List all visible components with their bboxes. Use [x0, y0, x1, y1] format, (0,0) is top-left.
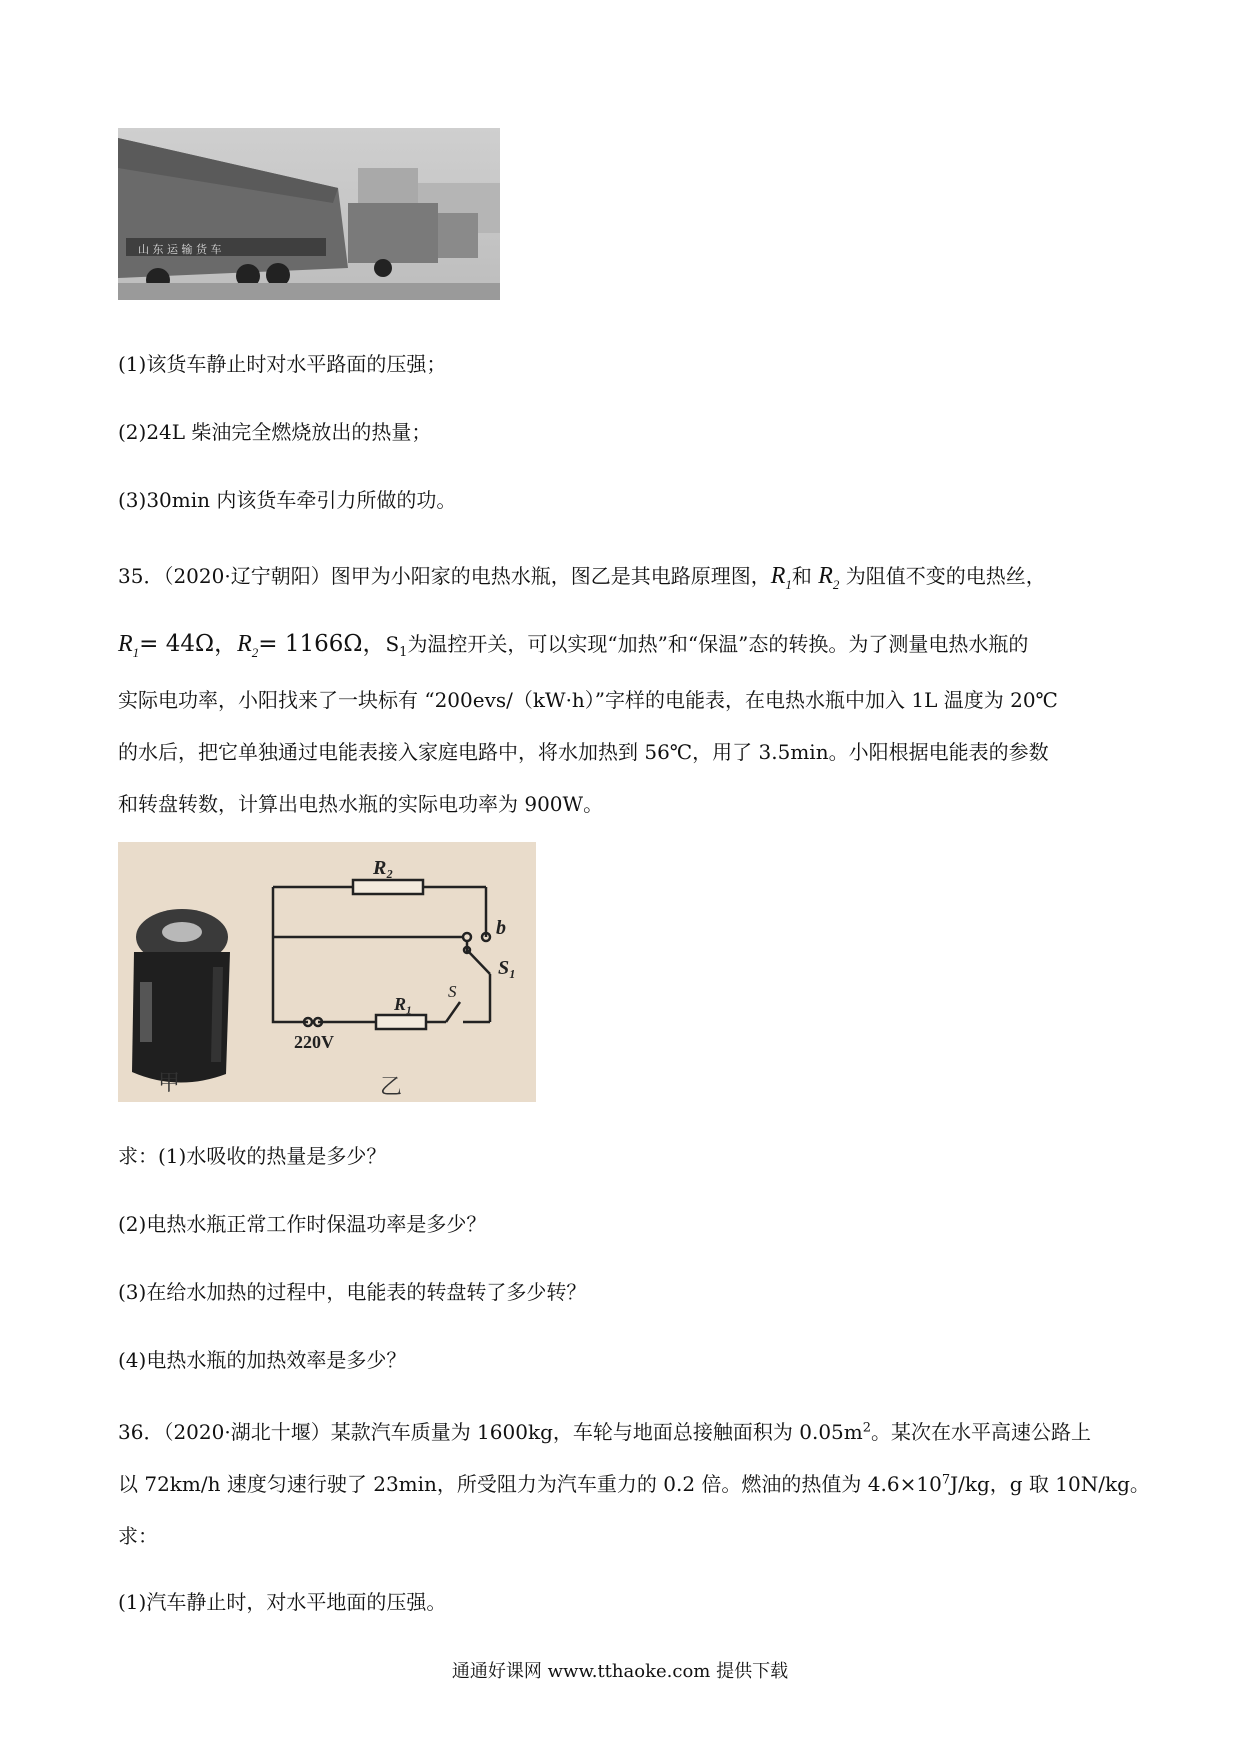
label-s1: S₁	[498, 957, 517, 979]
r1-symbol-2: $R_1$	[118, 631, 140, 660]
q36-line4: (1)汽车静止时，对水平地面的压强。	[118, 1590, 447, 1614]
q35-line5: 和转盘转数，计算出电热水瓶的实际电功率为 900W。	[118, 792, 604, 816]
r2-symbol: $R_2$	[818, 563, 840, 592]
label-r1: R₁	[394, 994, 413, 1014]
q35-line3: 实际电功率，小阳找来了一块标有 “200evs/（kW·h）”字样的电能表，在电热水瓶中加入 1L 温度为 20℃	[118, 688, 1058, 712]
q35-line4: 的水后，把它单独通过电能表接入家庭电路中，将水加热到 56℃，用了 3.5min。小阳根据电能表的参数	[118, 740, 1049, 764]
q36-line2: 以 72km/h 速度匀速行驶了 23min，所受阻力为汽车重力的 0.2 倍。燃油的热值为 $4.6\times 10^7J/kg$，g 取 10N/kg。	[118, 1472, 1150, 1496]
label-jia: 甲	[158, 1071, 181, 1096]
kettle-icon	[132, 909, 230, 1083]
q35-ask4: (4)电热水瓶的加热效率是多少？	[118, 1348, 407, 1372]
q34-part1: (1)该货车静止时对水平路面的压强；	[118, 352, 447, 376]
truck-side-text: 山 东 运 输 货 车	[138, 243, 222, 256]
q35-line1: 35．（2020·辽宁朝阳）图甲为小阳家的电热水瓶，图乙是其电路原理图，$R_1$和 $R_2$ 为阻值不变的电热丝，	[118, 563, 1046, 592]
q36-line1: 36．（2020·湖北十堰）某款汽车质量为 1600kg，车轮与地面总接触面积为 $0.05m^2$。某次在水平高速公路上	[118, 1420, 1092, 1444]
label-s: S	[448, 982, 457, 1001]
s1-symbol: $S_1$	[385, 632, 408, 660]
label-220v: 220V	[294, 1032, 334, 1052]
q35-ask3: (3)在给水加热的过程中，电能表的转盘转了多少转？	[118, 1280, 587, 1304]
label-yi: 乙	[380, 1075, 403, 1100]
q35-ask2: (2)电热水瓶正常工作时保温功率是多少？	[118, 1212, 487, 1236]
label-b: b	[496, 917, 506, 939]
kettle-circuit-figure	[118, 842, 536, 1102]
q36-line3: 求：	[118, 1524, 158, 1548]
page-footer: 通通好课网 www.tthaoke.com 提供下载	[451, 1661, 789, 1682]
q34-part3: (3)30min 内该货车牵引力所做的功。	[118, 488, 457, 512]
q35-line2: $R_1= 44\Omega$，$R_2= 1166\Omega$，$S_1$为温控开关，可以实现“加热”和“保温”态的转换。为了测量电热水瓶的	[118, 631, 1029, 660]
q35-ask1: 求：(1)水吸收的热量是多少？	[118, 1144, 387, 1168]
r2-symbol-2: $R_2$	[237, 631, 259, 660]
truck-photo	[118, 128, 500, 300]
q34-part2: (2)24L 柴油完全燃烧放出的热量；	[118, 420, 432, 444]
r1-symbol: $R_1$	[770, 563, 792, 592]
label-r2: R₂	[373, 857, 394, 879]
